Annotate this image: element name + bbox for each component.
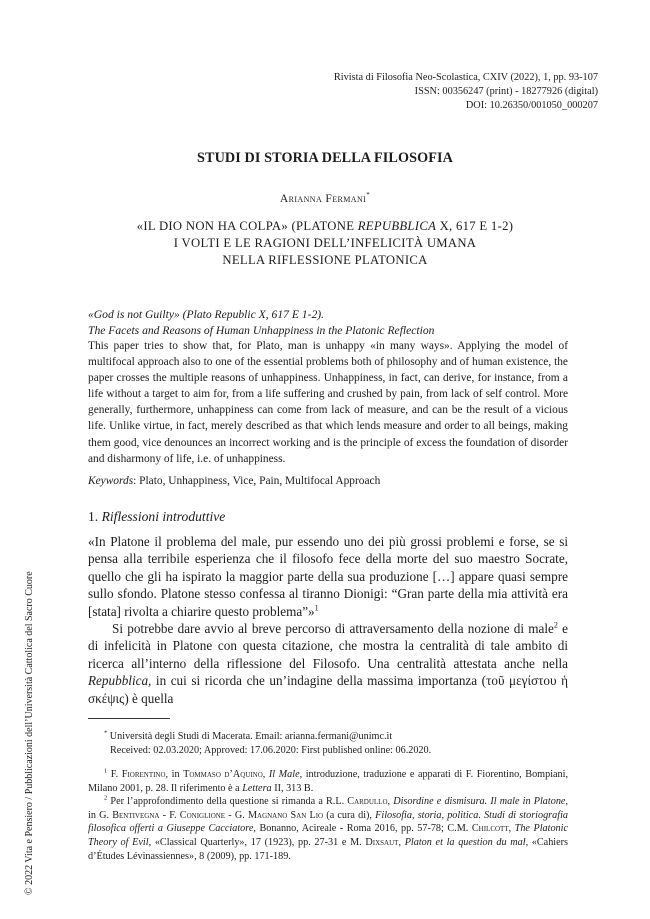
journal-info xyxy=(334,71,598,113)
keywords xyxy=(88,475,380,487)
author-name: Arianna Fermani xyxy=(279,192,367,205)
title-line-1-a: «IL DIO NON HA COLPA» (PLATONE xyxy=(136,219,358,233)
paper-title xyxy=(0,218,650,269)
title-line-1 xyxy=(0,218,650,235)
footnotes xyxy=(88,768,568,863)
paragraph-2-text-a: Si potrebbe dare avvio al breve percorso di attraversamento della nozione di male xyxy=(112,621,554,637)
english-title-line-1: «God is not Guilty» (Plato Republic X, 617 E 1-2). xyxy=(88,308,325,321)
abstract: This paper tries to show that, for Plato, man is unhappy «in many ways». Applying the model of multifocal approach also to one of the essential problems both of philosophy and of human existence, the paper crosses the multiple reasons of unhappiness. Unhappiness, in fact, can derive, for instance, from a life without a target to aim for, from a life suffering and crushed by pain, from lack of self control. More generally, furthermore, unhappiness can come from lack of measure, and can be the result of a vicious life. Unlike virtue, in fact, merely described as that which lends measure and order to all beings, making them good, vice denounces an incorrect working and is the principle of excess the foundation of disorder and disharmony of life, i.e. of unhappiness. xyxy=(88,340,568,465)
author-line xyxy=(0,192,650,205)
heading-title: Riflessioni introduttive xyxy=(101,509,226,524)
affiliation-text: Università degli Studi di Macerata. Email: arianna.fermani@unimc.it xyxy=(107,731,393,742)
footnote-ref-2: 2 xyxy=(553,620,558,630)
journal-citation: Rivista di Filosofia Neo-Scolastica, CXIV (2022), 1, pp. 93-107 xyxy=(333,72,598,83)
footnote-1-number: 1 xyxy=(104,767,108,775)
footnote-2: $^2$ Per l’approfondimento della questione si rimanda a R.L. Cardullo, Disordine e dismisura. Il male in Platone, in G. Bentivegna - F. Coniglione - G. Magnano San Lio (a cura di), Filosofia, storia, politica. Studi di storiografia filosofica offerti a Giuseppe Cacciatore, Bonanno, Acireale - Roma 2016, pp. 57-78; C.M. Chilcott, The Platonic Theory of Evil, «Classical Quarterly», 17 (1923), pp. 27-31 e M. Dixsaut, Platon et la question du mal, «Cahiers d’Études Lévinassiennes», 8 (2009), pp. 171-189. xyxy=(88,794,569,862)
keywords-label: Keywords xyxy=(88,475,134,487)
heading-number: 1. xyxy=(88,509,102,524)
footnote-1: $^1$ F. Fiorentino, in Tommaso d’Aquino, Il Male, introduzione, traduzione e apparati di F. Fiorentino, Bompiani, Milano 2001, p. 28. Il riferimento è a Lettera II, 313 B. xyxy=(88,767,569,794)
body-text xyxy=(88,533,568,707)
title-line-3: NELLA RIFLESSIONE PLATONICA xyxy=(222,253,428,267)
journal-doi: DOI: 10.26350/001050_000207 xyxy=(465,100,598,111)
footnote-2-number: 2 xyxy=(104,794,108,802)
copyright-sidebar: © 2022 Vita e Pensiero / Pubblicazioni dell’Università Cattolica del Sacro Cuore xyxy=(24,571,35,895)
keywords-list: : Plato, Unhappiness, Vice, Pain, Multifocal Approach xyxy=(133,475,381,487)
paragraph-2-italic: Repubblica, xyxy=(88,673,152,689)
title-line-1-italic: REPUBBLICA xyxy=(357,219,437,233)
paragraph-1 xyxy=(88,533,568,620)
paragraph-2-text-c: in cui si ricorda che un’indagine della massima importanza (τοῦ μεγίστου ἡ σκέψις) è quella xyxy=(88,673,568,706)
english-title xyxy=(88,307,434,339)
affiliation-footnote xyxy=(104,730,431,758)
title-line-1-c: X, 617 E 1-2) xyxy=(436,219,514,233)
paragraph-2-text-b: e di infelicità in Platone con questa citazione, che mostra la centralità di tale ambito di ricerca all’interno della riflessione del Filosofo. Una centralità attestata anche nella xyxy=(88,621,568,671)
section-heading xyxy=(88,509,225,525)
affiliation-line xyxy=(104,730,431,744)
journal-issn: ISSN: 00356247 (print) - 18277926 (digital) xyxy=(414,86,598,97)
footnote-divider xyxy=(88,718,170,719)
paragraph-1-text: «In Platone il problema del male, pur essendo uno dei più grossi problemi e forse, se si pensa alla terribile esperienza che il filosofo fece della morte del suo maestro Socrate, quello che gli ha ispirato la maggior parte della sua produzione […] appare quasi sempre sullo sfondo. Platone stesso confessa al tiranno Dionigi: “Gran parte della mia attività era [stata] rivolta a chiarire questo problema”» xyxy=(88,534,568,619)
received-line: Received: 02.03.2020; Approved: 17.06.2020: First published online: 06.2020. xyxy=(110,745,432,756)
footnote-ref-1: 1 xyxy=(314,603,319,613)
paragraph-2 xyxy=(88,620,568,707)
title-line-2: I VOLTI E LE RAGIONI DELL’INFELICITÀ UMANA xyxy=(173,236,477,250)
affiliation-mark: * xyxy=(104,729,108,737)
author-footnote-mark: * xyxy=(366,191,371,200)
english-title-line-2: The Facets and Reasons of Human Unhappiness in the Platonic Reflection xyxy=(88,324,435,337)
section-title: STUDI DI STORIA DELLA FILOSOFIA xyxy=(197,150,453,166)
